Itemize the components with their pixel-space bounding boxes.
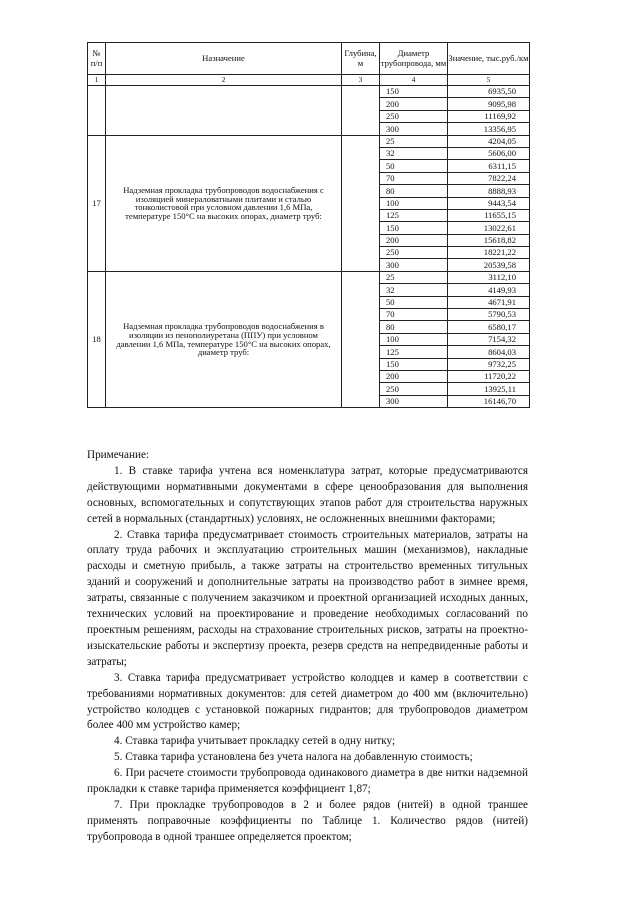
- value-cell: 11720,22: [448, 370, 530, 382]
- diameter-cell: 250: [380, 247, 448, 259]
- row-number-cell: 18: [88, 271, 106, 407]
- notes-heading: Примечание:: [87, 449, 150, 461]
- diameter-cell: 80: [380, 185, 448, 197]
- table-row: [88, 271, 530, 283]
- value-cell: 7154,32: [448, 333, 530, 345]
- value-cell: 4671,91: [448, 296, 530, 308]
- header-value: Значение, тыс.руб./км: [448, 43, 530, 75]
- row-number-cell: [88, 86, 106, 136]
- header-num: № п/п: [88, 43, 106, 75]
- table-row: [88, 135, 530, 147]
- note-item: 3. Ставка тарифа предусматривает устройство колодцев и камер в соответствии с требованиями нормативных документов: для сетей диаметром до 400 мм (включительно) устройство колодцев с установкой пожарных гидрантов; для трубопроводов диаметром более 400 мм устройство камер;: [87, 671, 528, 732]
- diameter-cell: 300: [380, 395, 448, 407]
- diameter-cell: 70: [380, 309, 448, 321]
- header-diameter: Диаметр трубопровода, мм: [380, 43, 448, 75]
- value-cell: 6311,15: [448, 160, 530, 172]
- notes-section: [87, 448, 528, 846]
- value-cell: 5790,53: [448, 309, 530, 321]
- value-cell: 13925,11: [448, 383, 530, 395]
- diameter-cell: 70: [380, 172, 448, 184]
- value-cell: 8888,93: [448, 185, 530, 197]
- diameter-cell: 100: [380, 333, 448, 345]
- diameter-cell: 150: [380, 86, 448, 98]
- diameter-cell: 250: [380, 383, 448, 395]
- header-purpose: Назначение: [106, 43, 342, 75]
- note-item: 5. Ставка тарифа установлена без учета налога на добавленную стоимость;: [114, 751, 473, 764]
- value-cell: 8604,03: [448, 346, 530, 358]
- value-cell: 4204,05: [448, 135, 530, 147]
- column-number: 5: [448, 75, 530, 86]
- value-cell: 11655,15: [448, 209, 530, 221]
- diameter-cell: 250: [380, 110, 448, 122]
- row-depth-cell: [342, 271, 380, 407]
- diameter-cell: 80: [380, 321, 448, 333]
- value-cell: 18221,22: [448, 247, 530, 259]
- header-depth: Глубина, м: [342, 43, 380, 75]
- diameter-cell: 150: [380, 222, 448, 234]
- note-item: 1. В ставке тарифа учтена вся номенклатура затрат, которые предусматриваются действующими нормативными документами в сфере ценообразования для выполнения основных, вспомогательных и сопутствующих этапов работ для строительства наружных сетей в нормальных (стандартных) условиях, не осложненных внешними факторами;: [87, 464, 528, 525]
- diameter-cell: 25: [380, 135, 448, 147]
- diameter-cell: 50: [380, 296, 448, 308]
- note-item: 2. Ставка тарифа предусматривает стоимость строительных материалов, затраты на оплату труда рабочих и эксплуатацию строительных машин (механизмов), накладные расходы и сметную прибыль, а также затраты на строительство временных титульных зданий и сооружений и дополнительные затраты на производство работ в зимнее время, затраты, связанные с получением заказчиком и проектной организацией исходных данных, технических условий на проектирование и проведение необходимых согласований по проектным решениям, расходы на страхование строительных рисков, затраты на проектно-изыскательские работы и экспертизу проекта, резерв средств на непредвиденные работы и затраты;: [87, 528, 528, 668]
- diameter-cell: 125: [380, 209, 448, 221]
- diameter-cell: 100: [380, 197, 448, 209]
- value-cell: 13022,61: [448, 222, 530, 234]
- table-row: [88, 86, 530, 98]
- row-description-cell: Надземная прокладка трубопроводов водоснабжения с изоляцией минераловатными плитами и сталью тонколистовой при условном давлении 1,6 МПа, температуре 150°C на высоких опорах, диаметр труб:: [106, 135, 342, 271]
- diameter-cell: 32: [380, 147, 448, 159]
- row-description-cell: Надземная прокладка трубопроводов водоснабжения в изоляции из пенополиуретана (ППУ) при условном давлении 1,6 МПа, температуре 150°C на высоких опорах, диаметр труб:: [106, 271, 342, 407]
- value-cell: 9095,98: [448, 98, 530, 110]
- tariff-table: [87, 42, 530, 408]
- diameter-cell: 25: [380, 271, 448, 283]
- column-number-row: [88, 75, 530, 86]
- value-cell: 11169,92: [448, 110, 530, 122]
- value-cell: 20539,58: [448, 259, 530, 271]
- note-item: 7. При прокладке трубопроводов в 2 и более рядов (нитей) в одной траншее применять поправочные коэффициенты по Таблице 1. Количество рядов (нитей) трубопровода в одной траншее определяется проектом;: [87, 798, 528, 843]
- row-number-cell: 17: [88, 135, 106, 271]
- column-number: 1: [88, 75, 106, 86]
- row-depth-cell: [342, 86, 380, 136]
- diameter-cell: 200: [380, 234, 448, 246]
- diameter-cell: 200: [380, 98, 448, 110]
- value-cell: 9443,54: [448, 197, 530, 209]
- value-cell: 6580,17: [448, 321, 530, 333]
- value-cell: 15618,82: [448, 234, 530, 246]
- value-cell: 6935,50: [448, 86, 530, 98]
- column-number: 3: [342, 75, 380, 86]
- value-cell: 13356,95: [448, 123, 530, 135]
- column-number: 2: [106, 75, 342, 86]
- diameter-cell: 50: [380, 160, 448, 172]
- note-item: 4. Ставка тарифа учитывает прокладку сетей в одну нитку;: [114, 735, 396, 748]
- note-item: 6. При расчете стоимости трубопровода одинакового диаметра в две нитки надземной прокладки к ставке тарифа применяется коэффициент 1,87;: [87, 767, 528, 796]
- value-cell: 9732,25: [448, 358, 530, 370]
- diameter-cell: 32: [380, 284, 448, 296]
- value-cell: 7822,24: [448, 172, 530, 184]
- diameter-cell: 200: [380, 370, 448, 382]
- row-depth-cell: [342, 135, 380, 271]
- value-cell: 16146,70: [448, 395, 530, 407]
- value-cell: 3112,10: [448, 271, 530, 283]
- diameter-cell: 125: [380, 346, 448, 358]
- diameter-cell: 300: [380, 123, 448, 135]
- diameter-cell: 300: [380, 259, 448, 271]
- value-cell: 5606,00: [448, 147, 530, 159]
- column-number: 4: [380, 75, 448, 86]
- diameter-cell: 150: [380, 358, 448, 370]
- value-cell: 4149,93: [448, 284, 530, 296]
- table-header-row: [88, 43, 530, 75]
- row-description-cell: [106, 86, 342, 136]
